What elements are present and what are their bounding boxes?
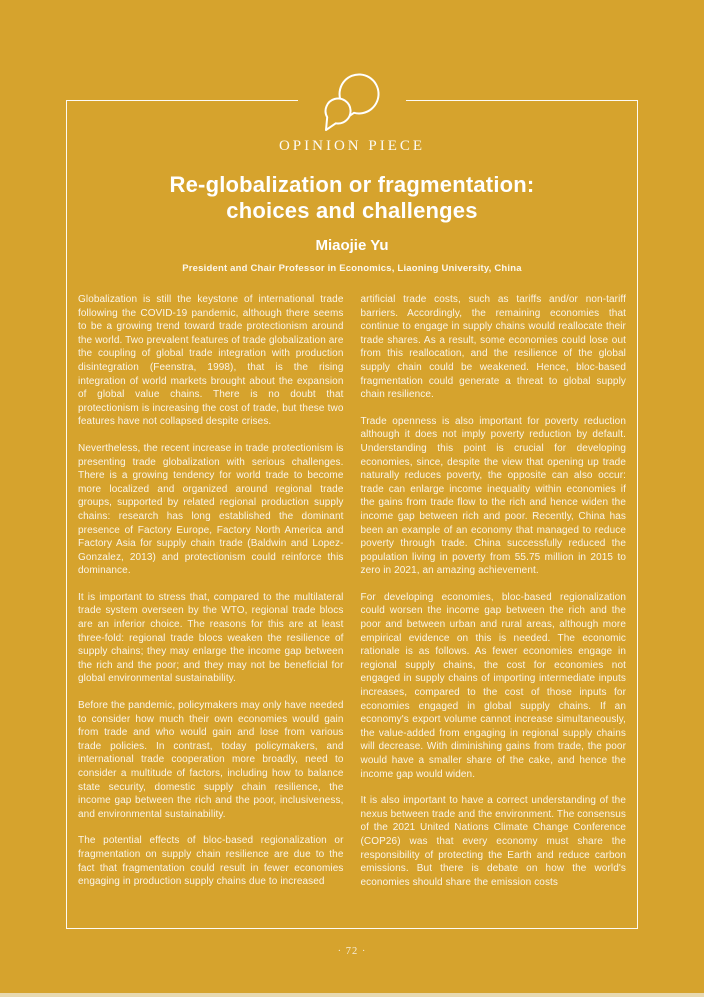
speech-bubbles-icon	[313, 120, 391, 137]
section-kicker: OPINION PIECE	[278, 138, 426, 154]
paragraph: Nevertheless, the recent increase in trade protectionism is presenting trade globalization with serious challenges. There is a growing tendency for world trade to become more localized and organized around regional trade groups, supported by related regional production supply chains: research has long established the dominant presence of Factory Europe, Factory North America and Factory Asia for supply chain trade (Baldwin and Lopez-Gonzalez, 2013) and protectionism could reinforce this dominance.	[78, 442, 344, 577]
page-frame	[66, 100, 638, 929]
article-body	[67, 293, 637, 902]
paragraph: It is important to stress that, compared to the multilateral trade system overseen by the WTO, regional trade blocs are an inferior choice. The reasons for this are at least three-fold: regional trade blocs weaken the resilience of supply chains; they may enlarge the income gap between the rich and the poor; and they may not be beneficial for global environmental sustainability.	[78, 591, 344, 685]
left-column	[78, 293, 344, 902]
article-title-line2: choices and challenges	[226, 198, 478, 223]
article-title	[67, 172, 637, 224]
paragraph: artificial trade costs, such as tariffs and/or non-tariff barriers. Accordingly, the remaining economies that continue to engage in supply chains would reallocate their trade shares. As a result, some economies could lose out from this reallocation, and the resilience of the global supply chain could be weakened. Hence, bloc-based fragmentation could generate a threat to global supply chain resilience.	[360, 294, 626, 401]
paragraph: It is also important to have a correct understanding of the nexus between trade and the environment. The consensus of the 2021 United Nations Climate Change Conference (COP26) was that every economy must share the responsibility of protecting the Earth and reduce carbon emissions. But there is debate on how the world's economies should share the emission costs	[360, 795, 626, 888]
paragraph: Globalization is still the keystone of international trade following the COVID-19 pandemic, although there seems to be a growing trend toward trade protectionism around the world. Two prevalent features of trade globalization are the coupling of global trade integration with production disintegration (Feenstra, 1998), that is the rising integration of world markets brought about the expansion of global value chains. There is no doubt that protectionism is increasing the cost of trade, but these two features have not collapsed despite crises.	[78, 294, 344, 428]
paragraph: For developing economies, bloc-based regionalization could worsen the income gap between the rich and the poor and between urban and rural areas, although more empirical evidence on this is needed. The economic rationale is as follows. As fewer economies engage in regional supply chains, the cost for economies not engaged in supply chains of importing intermediate inputs increases, compared to the cost of those inputs for economies engaged in global supply chains. If an economy's export volume cannot increase simultaneously, the value-added from engaging in regional supply chains will decrease. With diminishing gains from trade, the poor would have a smaller share of the cake, and hence the income gap would widen.	[360, 591, 626, 780]
author-name: Miaojie Yu	[315, 237, 389, 254]
paragraph: The potential effects of bloc-based regionalization or fragmentation on supply chain resilience are due to the fact that fragmentation could result in fewer economies engaging in production supply chains due to increased	[78, 835, 344, 888]
right-column	[361, 293, 627, 902]
header-icon-wrap	[298, 71, 406, 133]
paragraph: Before the pandemic, policymakers may only have needed to consider how much their own economies would gain from trade and who would gain and lose from various trade policies. In contrast, today policymakers, and international trade cooperation more broadly, need to consider a multitude of factors, including how to balance state security, domestic supply chain resilience, the income gap between the rich and the poor, inclusiveness, and environmental sustainability.	[78, 700, 344, 820]
page-bottom-edge	[0, 993, 704, 997]
article-title-line1: Re-globalization or fragmentation:	[169, 172, 535, 197]
author-affiliation: President and Chair Professor in Economics, Liaoning University, China	[182, 263, 522, 274]
page-number: · 72 ·	[337, 946, 367, 957]
paragraph: Trade openness is also important for poverty reduction although it does not imply poverty reduction by default. Understanding this point is crucial for developing economies, since, despite the view that opening up trade naturally reduces poverty, the opposite can also occur: trade can enlarge income inequality within economies if the gains from trade flow to the rich and hence widen the income gap between rich and poor. Recently, China has been an example of an economy that managed to reduce poverty through trade. China successfully reduced the population living in poverty from 55.75 million in 2015 to zero in 2021, an amazing achievement.	[360, 415, 626, 577]
